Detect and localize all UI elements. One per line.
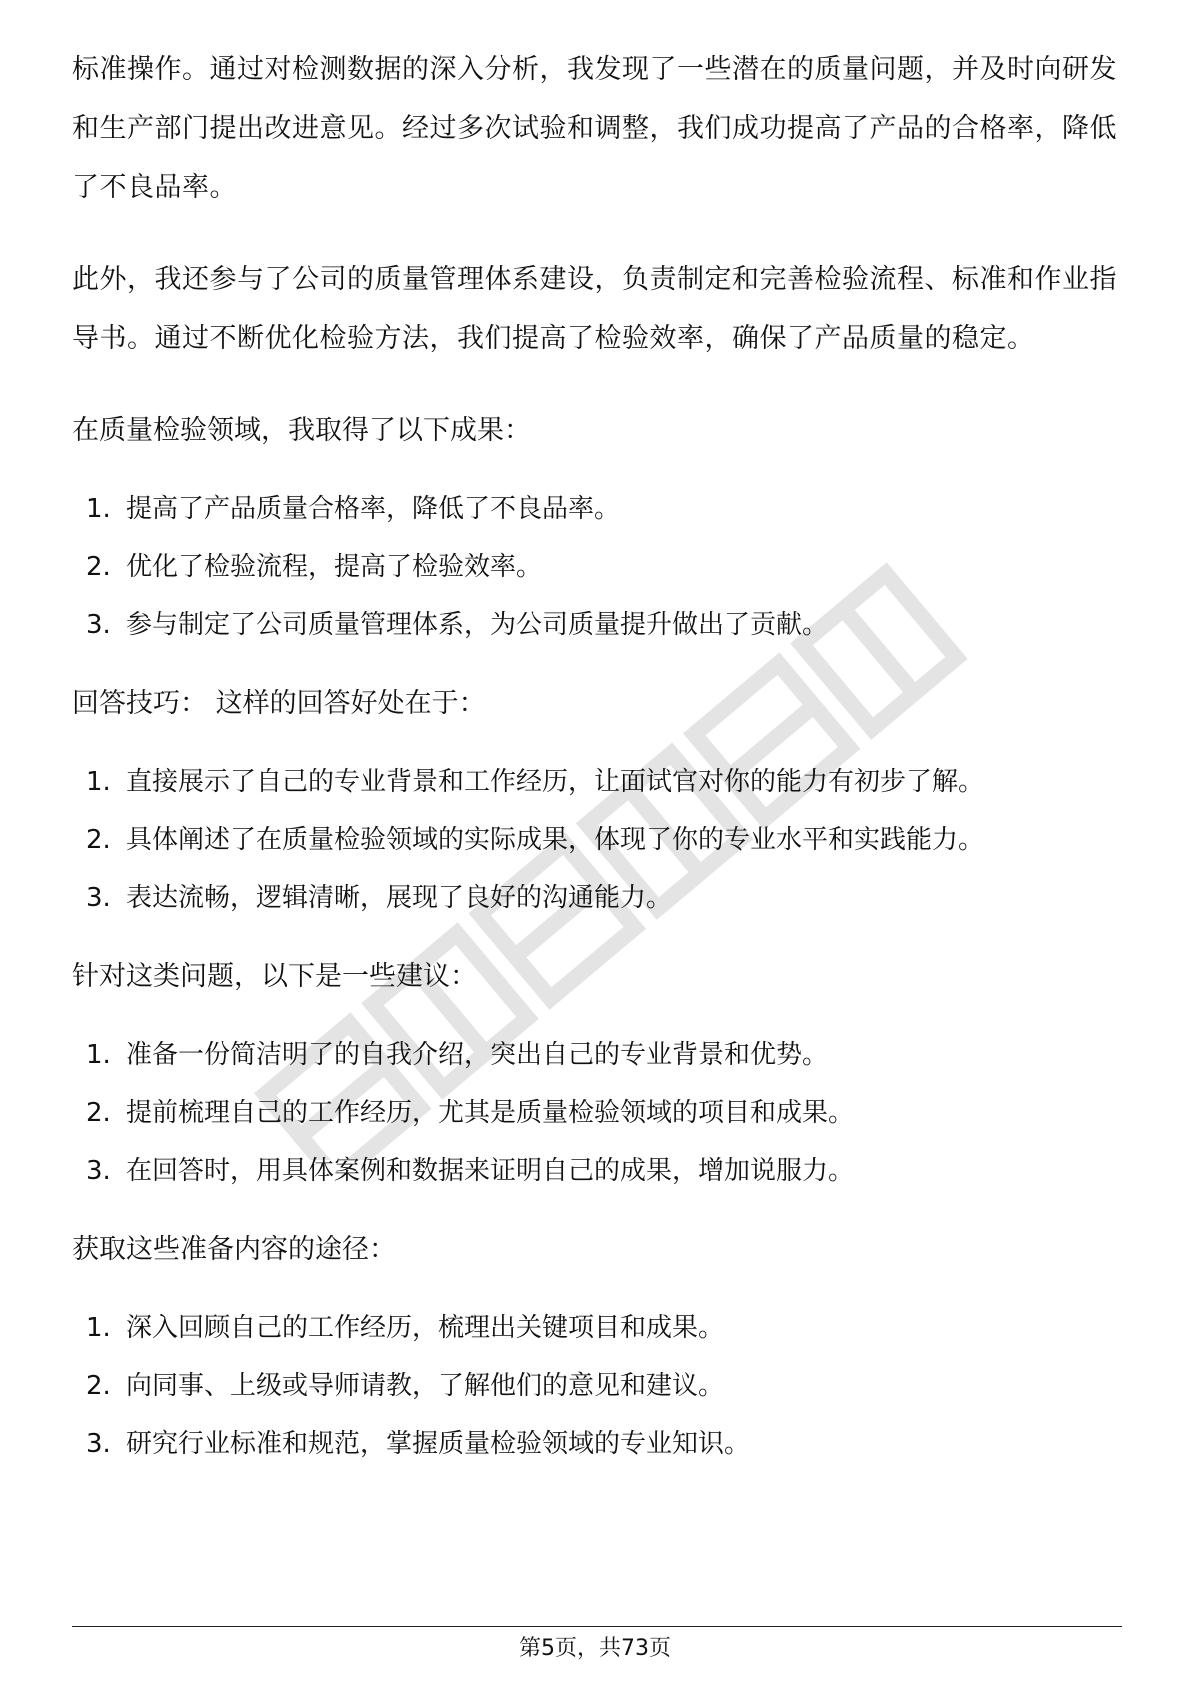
list-item	[72, 480, 1122, 538]
footer-divider	[72, 1626, 1122, 1627]
list-item-text: 向同事、上级或导师请教，了解他们的意见和建议。	[126, 1371, 725, 1401]
list-number: 3.	[86, 883, 111, 913]
list-number: 1.	[86, 1313, 111, 1343]
list-item-text: 研究行业标准和规范，掌握质量检验领域的专业知识。	[126, 1429, 751, 1459]
list-item	[72, 1026, 1122, 1084]
list-number: 1.	[86, 1040, 111, 1070]
list-item-text: 提前梳理自己的工作经历，尤其是质量检验领域的项目和成果。	[126, 1098, 855, 1128]
list-number: 3.	[86, 610, 111, 640]
list-item-text: 优化了检验流程，提高了检验效率。	[126, 552, 543, 582]
list-item-text: 深入回顾自己的工作经历，梳理出关键项目和成果。	[126, 1313, 725, 1343]
list-number: 3.	[86, 1156, 111, 1186]
section-heading-sources: 获取这些准备内容的途径：	[72, 1234, 396, 1265]
list-item	[72, 1142, 1122, 1200]
intro-paragraph-2: 此外，我还参与了公司的质量管理体系建设，负责制定和完善检验流程、标准和作业指导书。通过不断优化检验方法，我们提高了检验效率，确保了产品质量的稳定。	[72, 264, 1117, 354]
list-item-text: 准备一份简洁明了的自我介绍，突出自己的专业背景和优势。	[126, 1040, 829, 1070]
list-item-text: 具体阐述了在质量检验领域的实际成果，体现了你的专业水平和实践能力。	[126, 825, 985, 855]
list-item	[72, 811, 1122, 869]
list-item	[72, 869, 1122, 927]
list-number: 1.	[86, 767, 111, 797]
list-number: 2.	[86, 1371, 111, 1401]
list-number: 2.	[86, 825, 111, 855]
list-number: 2.	[86, 1098, 111, 1128]
list-item-text: 在回答时，用具体案例和数据来证明自己的成果，增加说服力。	[126, 1156, 855, 1186]
list-item-text: 表达流畅，逻辑清晰，展现了良好的沟通能力。	[126, 883, 673, 913]
list-item	[72, 1357, 1122, 1415]
list-item-text: 直接展示了自己的专业背景和工作经历，让面试官对你的能力有初步了解。	[126, 767, 985, 797]
list-number: 1.	[86, 494, 111, 524]
list-item	[72, 1415, 1122, 1473]
page-number: 第5页，共73页	[519, 1636, 671, 1661]
list-item	[72, 753, 1122, 811]
list-item-text: 参与制定了公司质量管理体系，为公司质量提升做出了贡献。	[126, 610, 829, 640]
document-content	[72, 40, 1122, 1493]
list-number: 2.	[86, 552, 111, 582]
section-heading-tips: 回答技巧： 这样的回答好处在于：	[72, 688, 486, 719]
list-item	[72, 596, 1122, 654]
achievements-list	[72, 480, 1122, 654]
list-item	[72, 1299, 1122, 1357]
list-number: 3.	[86, 1429, 111, 1459]
suggestions-list	[72, 1026, 1122, 1200]
tips-list	[72, 753, 1122, 927]
list-item	[72, 538, 1122, 596]
list-item-text: 提高了产品质量合格率，降低了不良品率。	[126, 494, 621, 524]
sources-list	[72, 1299, 1122, 1473]
intro-paragraph-1: 标准操作。通过对检测数据的深入分析，我发现了一些潜在的质量问题，并及时向研发和生产部门提出改进意见。经过多次试验和调整，我们成功提高了产品的合格率，降低了不良品率。	[72, 54, 1117, 203]
section-heading-achievements: 在质量检验领域，我取得了以下成果：	[72, 415, 531, 446]
section-heading-suggestions: 针对这类问题，以下是一些建议：	[72, 961, 477, 992]
list-item	[72, 1084, 1122, 1142]
